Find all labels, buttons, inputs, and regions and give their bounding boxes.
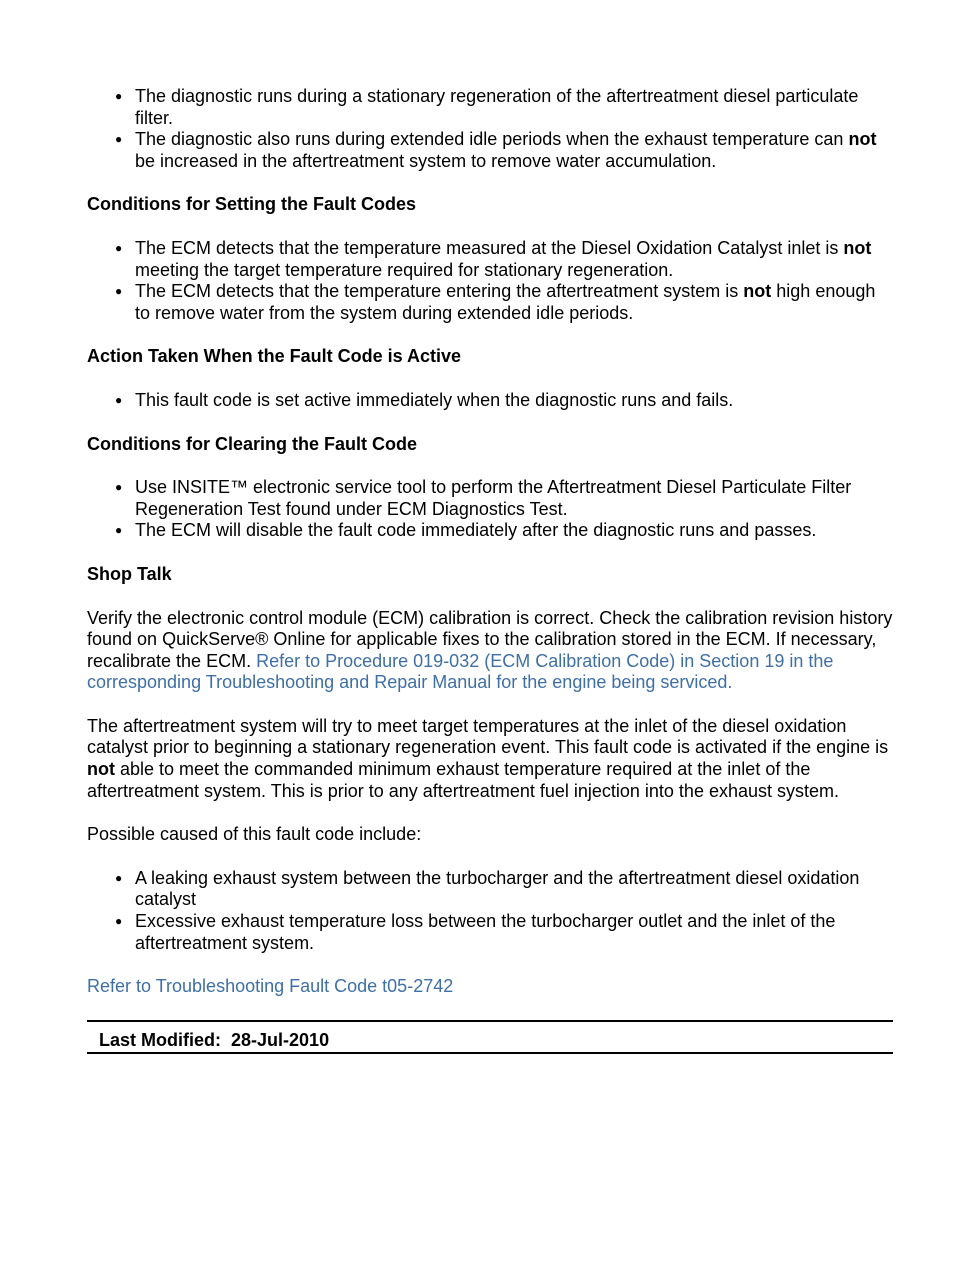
bullet-icon: ●: [115, 914, 123, 929]
bullet-icon: ●: [115, 284, 123, 299]
bullet-icon: ●: [115, 132, 123, 147]
bullet-icon: ●: [115, 523, 123, 538]
shop-talk-paragraph-2: The aftertreatment system will try to meet target temperatures at the inlet of the diesel oxidation catalyst prior to beginning a stationary regeneration event. This fault code is activated if the engine is not able to meet the commanded minimum exhaust temperature required at the inlet of the aftertreatment system. This is prior to any aftertreatment fuel injection into the exhaust system.: [87, 715, 889, 801]
list-item: ● The ECM detects that the temperature measured at the Diesel Oxidation Catalyst inlet is not meeting the target temperature required for stationary regeneration.: [115, 237, 872, 280]
last-modified-date: 28-Jul-2010: [231, 1029, 330, 1050]
section-heading-conditions-clearing: Conditions for Clearing the Fault Code: [87, 433, 417, 454]
causes-intro: Possible caused of this fault code include:: [87, 824, 422, 845]
document-page: [87, 86, 893, 1054]
last-modified-footer: [87, 1020, 893, 1054]
causes-list: [87, 868, 893, 954]
list-item: ● The ECM will disable the fault code immediately after the diagnostic runs and passes.: [115, 520, 817, 541]
bullet-icon: ●: [115, 480, 123, 495]
section-heading-shop-talk: Shop Talk: [87, 563, 172, 584]
list-item: ● Excessive exhaust temperature loss between the turbocharger outlet and the inlet of the aftertreatment system.: [115, 911, 836, 953]
conditions-setting-list: [87, 238, 893, 324]
bullet-icon: ●: [115, 392, 123, 407]
list-item: ● Use INSITE™ electronic service tool to perform the Aftertreatment Diesel Particulate Filter Regeneration Test found under ECM Diagnostics Test.: [115, 477, 852, 519]
list-item: ● The ECM detects that the temperature entering the aftertreatment system is not high enough to remove water from the system during extended idle periods.: [115, 281, 876, 323]
bullet-icon: ●: [115, 240, 123, 255]
list-item: ● The diagnostic also runs during extended idle periods when the exhaust temperature can not be increased in the aftertreatment system to remove water accumulation.: [115, 129, 877, 171]
action-taken-list: [87, 390, 893, 412]
list-item: ● A leaking exhaust system between the turbocharger and the aftertreatment diesel oxidation catalyst: [115, 867, 860, 910]
bullet-icon: ●: [115, 89, 123, 103]
intro-bullet-list: [87, 86, 893, 172]
shop-talk-paragraph-1: Verify the electronic control module (ECM) calibration is correct. Check the calibration revision history found on QuickServe® Online for applicable fixes to the calibration stored in the ECM. If necessary, recalibrate the ECM. Refer to Procedure 019-032 (ECM Calibration Code) in Section 19 in the corresponding Troubleshooting and Repair Manual for the engine being serviced.: [87, 607, 893, 693]
bullet-icon: ●: [115, 870, 123, 885]
conditions-clearing-list: [87, 477, 893, 542]
section-heading-conditions-setting: Conditions for Setting the Fault Codes: [87, 194, 416, 215]
list-item: ● This fault code is set active immediately when the diagnostic runs and fails.: [115, 389, 734, 410]
troubleshooting-fault-code-link[interactable]: Refer to Troubleshooting Fault Code t05-2742: [87, 976, 454, 997]
list-item: ● The diagnostic runs during a stationary regeneration of the aftertreatment diesel particulate filter.: [115, 86, 859, 128]
last-modified-label: Last Modified:: [99, 1029, 221, 1050]
procedure-019-032-link[interactable]: Refer to Procedure 019-032 (ECM Calibration Code) in Section 19 in the corresponding Troubleshooting and Repair Manual for the engine being serviced.: [87, 650, 834, 693]
section-heading-action-taken: Action Taken When the Fault Code is Active: [87, 346, 462, 367]
